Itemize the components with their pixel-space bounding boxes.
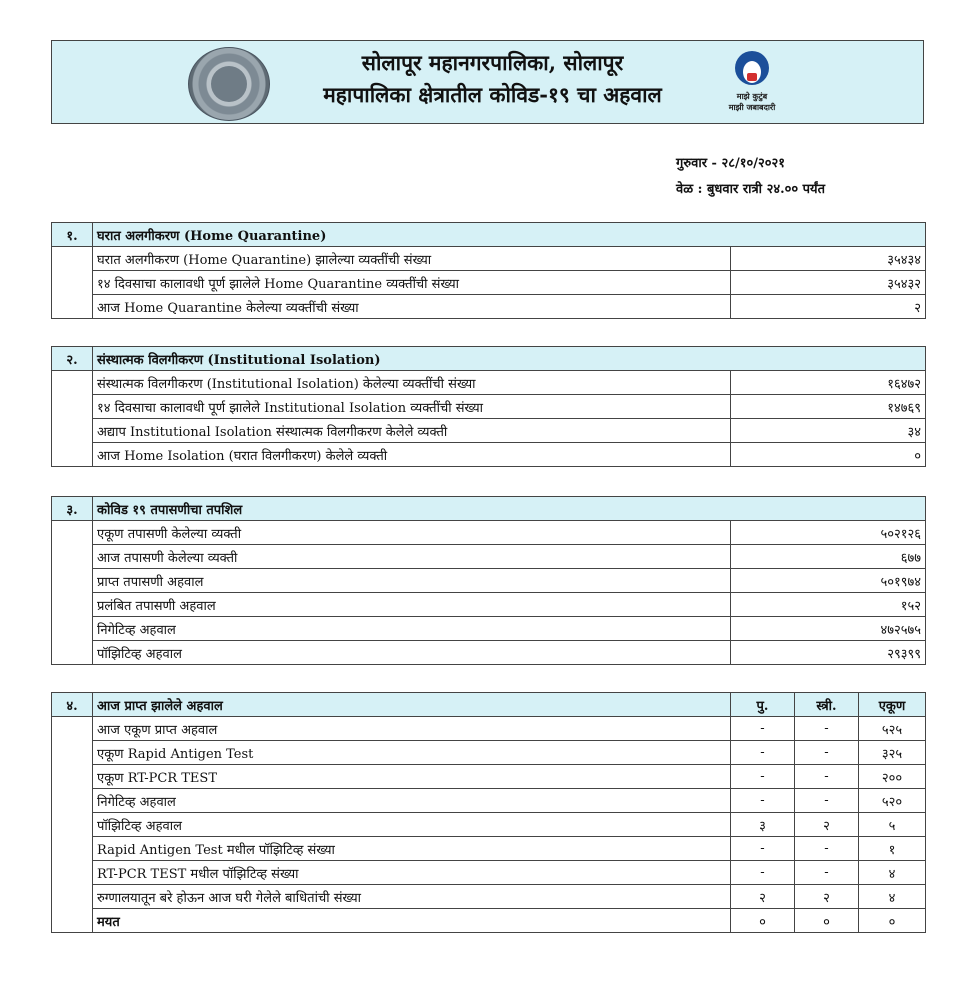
table-row (52, 395, 926, 419)
table-row (52, 569, 926, 593)
table-row (52, 247, 926, 271)
row-label: निगेटिव्ह अहवाल (93, 617, 731, 641)
row-total: ५ (859, 813, 926, 837)
row-total: ४ (859, 861, 926, 885)
row-label: १४ दिवसाचा कालावधी पूर्ण झालेले Home Quarantine व्यक्तींची संख्या (93, 271, 731, 295)
row-label: आज Home Isolation (घरात विलगीकरण) केलेले व्यक्ती (93, 443, 731, 467)
row-value: १४७६९ (731, 395, 926, 419)
table-row (52, 909, 926, 933)
row-value: ३५४३२ (731, 271, 926, 295)
row-value: २९३९९ (731, 641, 926, 665)
table-row (52, 521, 926, 545)
table-row (52, 419, 926, 443)
section-covid-testing (51, 496, 926, 665)
table-row (52, 741, 926, 765)
table-row (52, 813, 926, 837)
table-row (52, 617, 926, 641)
row-total: ० (859, 909, 926, 933)
row-value: १५२ (731, 593, 926, 617)
table-row (52, 837, 926, 861)
row-label: आज Home Quarantine केलेल्या व्यक्तींची संख्या (93, 295, 731, 319)
row-total: २०० (859, 765, 926, 789)
report-title (52, 47, 923, 111)
table-row (52, 545, 926, 569)
row-label: घरात अलगीकरण (Home Quarantine) झालेल्या व्यक्तींची संख्या (93, 247, 731, 271)
row-total: ४ (859, 885, 926, 909)
section-today-reports (51, 692, 926, 933)
row-total: ५२५ (859, 717, 926, 741)
section-title: आज प्राप्त झालेले अहवाल (93, 693, 731, 717)
report-day: गुरुवार - २८/१०/२०२१ (676, 156, 786, 171)
row-value: १६४७२ (731, 371, 926, 395)
row-male: - (731, 789, 795, 813)
row-label: पॉझिटिव्ह अहवाल (93, 813, 731, 837)
section-home-quarantine (51, 222, 926, 319)
table-row (52, 861, 926, 885)
table-row (52, 789, 926, 813)
row-value: ६७७ (731, 545, 926, 569)
section-number: ३. (52, 497, 93, 521)
row-label: संस्थात्मक विलगीकरण (Institutional Isolation) केलेल्या व्यक्तींची संख्या (93, 371, 731, 395)
table-row (52, 443, 926, 467)
table-row (52, 371, 926, 395)
row-total: १ (859, 837, 926, 861)
row-value: ३४ (731, 419, 926, 443)
row-value: ३५४३४ (731, 247, 926, 271)
section-institutional-isolation (51, 346, 926, 467)
col-header-male: पु. (731, 693, 795, 717)
row-label: एकूण तपासणी केलेल्या व्यक्ती (93, 521, 731, 545)
row-male: - (731, 741, 795, 765)
row-label: मयत (93, 909, 731, 933)
row-female: - (795, 717, 859, 741)
table-row (52, 271, 926, 295)
title-line-2: महापालिका क्षेत्रातील कोविड-१९ चा अहवाल (323, 82, 662, 107)
row-male: ३ (731, 813, 795, 837)
section-number: १. (52, 223, 93, 247)
row-label: प्राप्त तपासणी अहवाल (93, 569, 731, 593)
section-number: ४. (52, 693, 93, 717)
report-time: वेळ : बुधवार रात्री २४.०० पर्यंत (676, 182, 825, 197)
row-male: - (731, 837, 795, 861)
row-female: - (795, 837, 859, 861)
row-label: अद्याप Institutional Isolation संस्थात्मक विलगीकरण केलेले व्यक्ती (93, 419, 731, 443)
row-total: ३२५ (859, 741, 926, 765)
row-label: रुग्णालयातून बरे होऊन आज घरी गेलेले बाधितांची संख्या (93, 885, 731, 909)
row-female: २ (795, 885, 859, 909)
row-male: २ (731, 885, 795, 909)
col-header-female: स्त्री. (795, 693, 859, 717)
row-male: - (731, 765, 795, 789)
row-label: प्रलंबित तपासणी अहवाल (93, 593, 731, 617)
row-female: - (795, 861, 859, 885)
row-male: - (731, 861, 795, 885)
row-female: - (795, 741, 859, 765)
row-label: Rapid Antigen Test मधील पॉझिटिव्ह संख्या (93, 837, 731, 861)
row-female: ० (795, 909, 859, 933)
section-title: संस्थात्मक विलगीकरण (Institutional Isolation) (93, 347, 926, 371)
row-value: ५०२१२६ (731, 521, 926, 545)
table-row (52, 765, 926, 789)
row-male: - (731, 717, 795, 741)
row-female: - (795, 789, 859, 813)
row-label: RT-PCR TEST मधील पॉझिटिव्ह संख्या (93, 861, 731, 885)
table-row (52, 717, 926, 741)
row-value: २ (731, 295, 926, 319)
table-row (52, 593, 926, 617)
table-row (52, 641, 926, 665)
row-label: निगेटिव्ह अहवाल (93, 789, 731, 813)
col-header-total: एकूण (859, 693, 926, 717)
section-title: कोविड १९ तपासणीचा तपशिल (93, 497, 926, 521)
row-label: एकूण Rapid Antigen Test (93, 741, 731, 765)
row-value: ४७२५७५ (731, 617, 926, 641)
row-female: - (795, 765, 859, 789)
row-label: आज तपासणी केलेल्या व्यक्ती (93, 545, 731, 569)
title-line-1: सोलापूर महानगरपालिका, सोलापूर (361, 50, 624, 75)
row-total: ५२० (859, 789, 926, 813)
row-label: १४ दिवसाचा कालावधी पूर्ण झालेले Institutional Isolation व्यक्तींची संख्या (93, 395, 731, 419)
report-header (51, 40, 924, 124)
report-date (676, 151, 825, 203)
row-label: एकूण RT-PCR TEST (93, 765, 731, 789)
mascot-slogan-1: माझे कुटुंब (736, 91, 768, 101)
section-number: २. (52, 347, 93, 371)
row-female: २ (795, 813, 859, 837)
section-title: घरात अलगीकरण (Home Quarantine) (93, 223, 926, 247)
row-value: ५०१९७४ (731, 569, 926, 593)
mascot-slogan-2: माझी जबाबदारी (728, 102, 776, 112)
campaign-mascot-icon (717, 47, 787, 121)
row-male: ० (731, 909, 795, 933)
row-label: पॉझिटिव्ह अहवाल (93, 641, 731, 665)
table-row (52, 885, 926, 909)
row-label: आज एकूण प्राप्त अहवाल (93, 717, 731, 741)
table-row (52, 295, 926, 319)
row-value: ० (731, 443, 926, 467)
